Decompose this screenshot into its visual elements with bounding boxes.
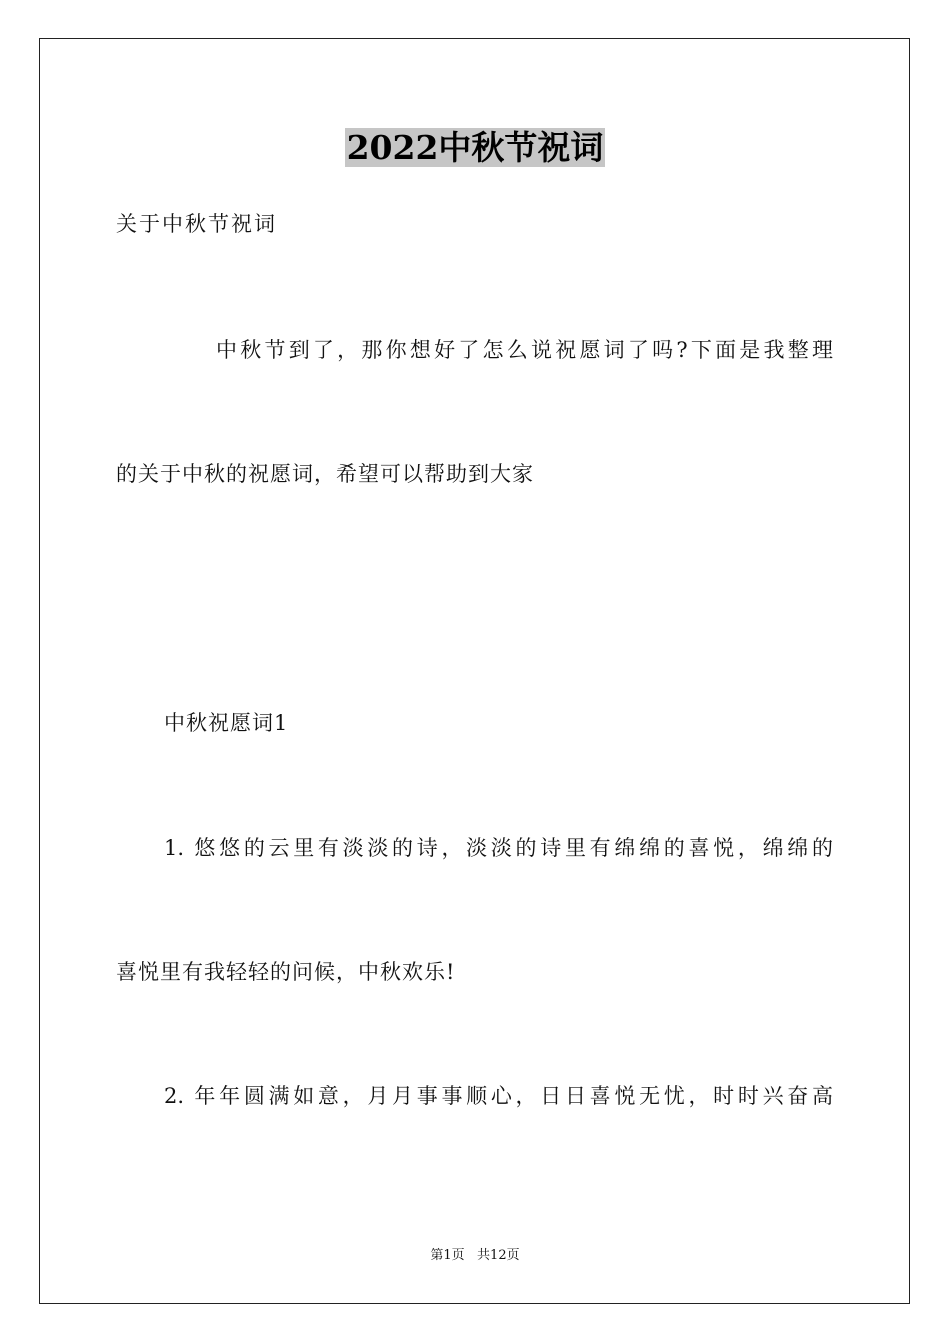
- list-item-1-line-2: 喜悦里有我轻轻的问候，中秋欢乐!: [116, 960, 456, 984]
- list-item-2-line-1: 2. 年年圆满如意，月月事事顺心，日日喜悦无忧，时时兴奋高: [164, 1084, 833, 1108]
- paragraph-intro-line-2: 的关于中秋的祝愿词，希望可以帮助到大家: [116, 462, 534, 486]
- document-title-text: 2022中秋节祝词: [346, 128, 604, 167]
- page-footer: 第1页 共12页: [430, 1248, 520, 1263]
- document-subtitle: 关于中秋节祝词: [116, 212, 277, 236]
- paragraph-intro-line-1: 中秋节到了，那你想好了怎么说祝愿词了吗?下面是我整理: [216, 338, 833, 362]
- document-title: [0, 126, 950, 170]
- section-heading: 中秋祝愿词1: [164, 711, 289, 735]
- list-item-1-line-1: 1. 悠悠的云里有淡淡的诗，淡淡的诗里有绵绵的喜悦，绵绵的: [164, 836, 833, 860]
